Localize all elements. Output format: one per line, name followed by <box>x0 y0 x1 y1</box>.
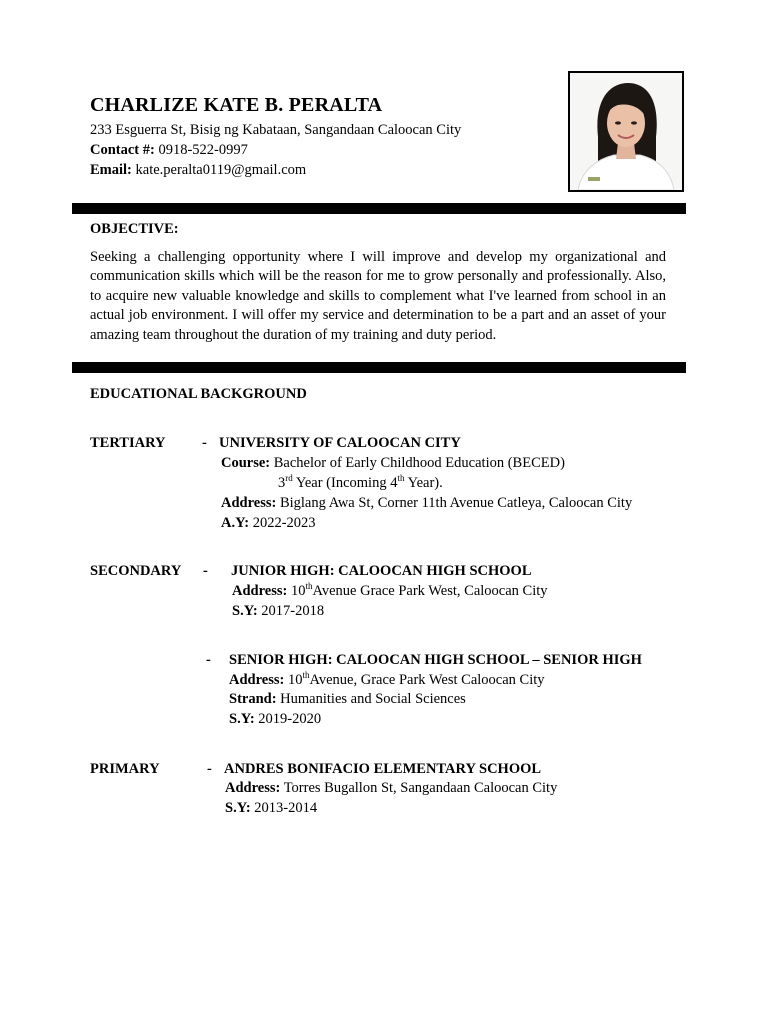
senior-high-school: SENIOR HIGH: CALOOCAN HIGH SCHOOL – SENIOR HIGH <box>229 652 642 668</box>
tertiary-year-level: 3rd Year (Incoming 4th Year). <box>278 473 443 491</box>
objective-text: Seeking a challenging opportunity where I will improve and develop my organizational and communication skills which will be the reason for me to grow personally and professionally. Also, to acquire new valuable knowledge and skills to complement what I've learned from school in an actual job environment. I will offer my service and determination to be a part and an asset of your amazing team throughout the duration of my training and duty period. <box>90 249 666 343</box>
email-line <box>90 162 306 179</box>
senior-high-address: Address: 10thAvenue, Grace Park West Caloocan City <box>229 670 545 688</box>
course-label: Course: <box>221 455 271 471</box>
secondary-dash: - <box>203 563 208 579</box>
tertiary-course <box>221 455 565 472</box>
senior-high-dash: - <box>206 652 211 668</box>
contact-label: Contact #: <box>90 142 155 158</box>
email-address: kate.peralta0119@gmail.com <box>135 162 307 178</box>
contact-number: 0918-522-0997 <box>158 142 248 158</box>
senior-high-strand: Strand: Humanities and Social Sciences <box>229 691 466 707</box>
section-divider-top <box>72 203 686 214</box>
tertiary-academic-year <box>221 515 316 532</box>
course-value: Bachelor of Early Childhood Education (BECED) <box>273 455 565 471</box>
home-address: 233 Esguerra St, Bisig ng Kabataan, Sangandaan Caloocan City <box>90 122 462 138</box>
primary-school-year: S.Y: 2013-2014 <box>225 800 318 816</box>
tertiary-dash: - <box>202 435 207 451</box>
tertiary-address-label: Address: <box>221 495 277 511</box>
tertiary-address-value: Biglang Awa St, Corner 11th Avenue Catleya, Caloocan City <box>279 495 633 511</box>
tertiary-address <box>221 495 632 512</box>
primary-address: Address: Torres Bugallon St, Sangandaan Caloocan City <box>225 780 558 796</box>
tertiary-label: TERTIARY <box>90 435 166 451</box>
objective-heading: OBJECTIVE: <box>90 221 179 237</box>
applicant-name: CHARLIZE KATE B. PERALTA <box>90 94 383 116</box>
profile-photo <box>568 71 684 192</box>
ay-label: A.Y: <box>221 515 250 531</box>
junior-high-school-year: S.Y: 2017-2018 <box>232 603 325 619</box>
section-divider-bottom <box>72 362 686 373</box>
education-heading: EDUCATIONAL BACKGROUND <box>90 386 307 402</box>
tertiary-school: UNIVERSITY OF CALOOCAN CITY <box>219 435 461 451</box>
primary-school: ANDRES BONIFACIO ELEMENTARY SCHOOL <box>224 761 542 777</box>
senior-high-school-year: S.Y: 2019-2020 <box>229 711 322 727</box>
secondary-label: SECONDARY <box>90 563 182 579</box>
portrait-image <box>570 73 682 190</box>
junior-high-school: JUNIOR HIGH: CALOOCAN HIGH SCHOOL <box>231 563 532 579</box>
email-label: Email: <box>90 162 132 178</box>
primary-label: PRIMARY <box>90 761 160 777</box>
ay-value: 2022-2023 <box>252 515 316 531</box>
primary-dash: - <box>207 761 212 777</box>
junior-high-address: Address: 10thAvenue Grace Park West, Caloocan City <box>232 581 548 599</box>
contact-line <box>90 142 248 159</box>
